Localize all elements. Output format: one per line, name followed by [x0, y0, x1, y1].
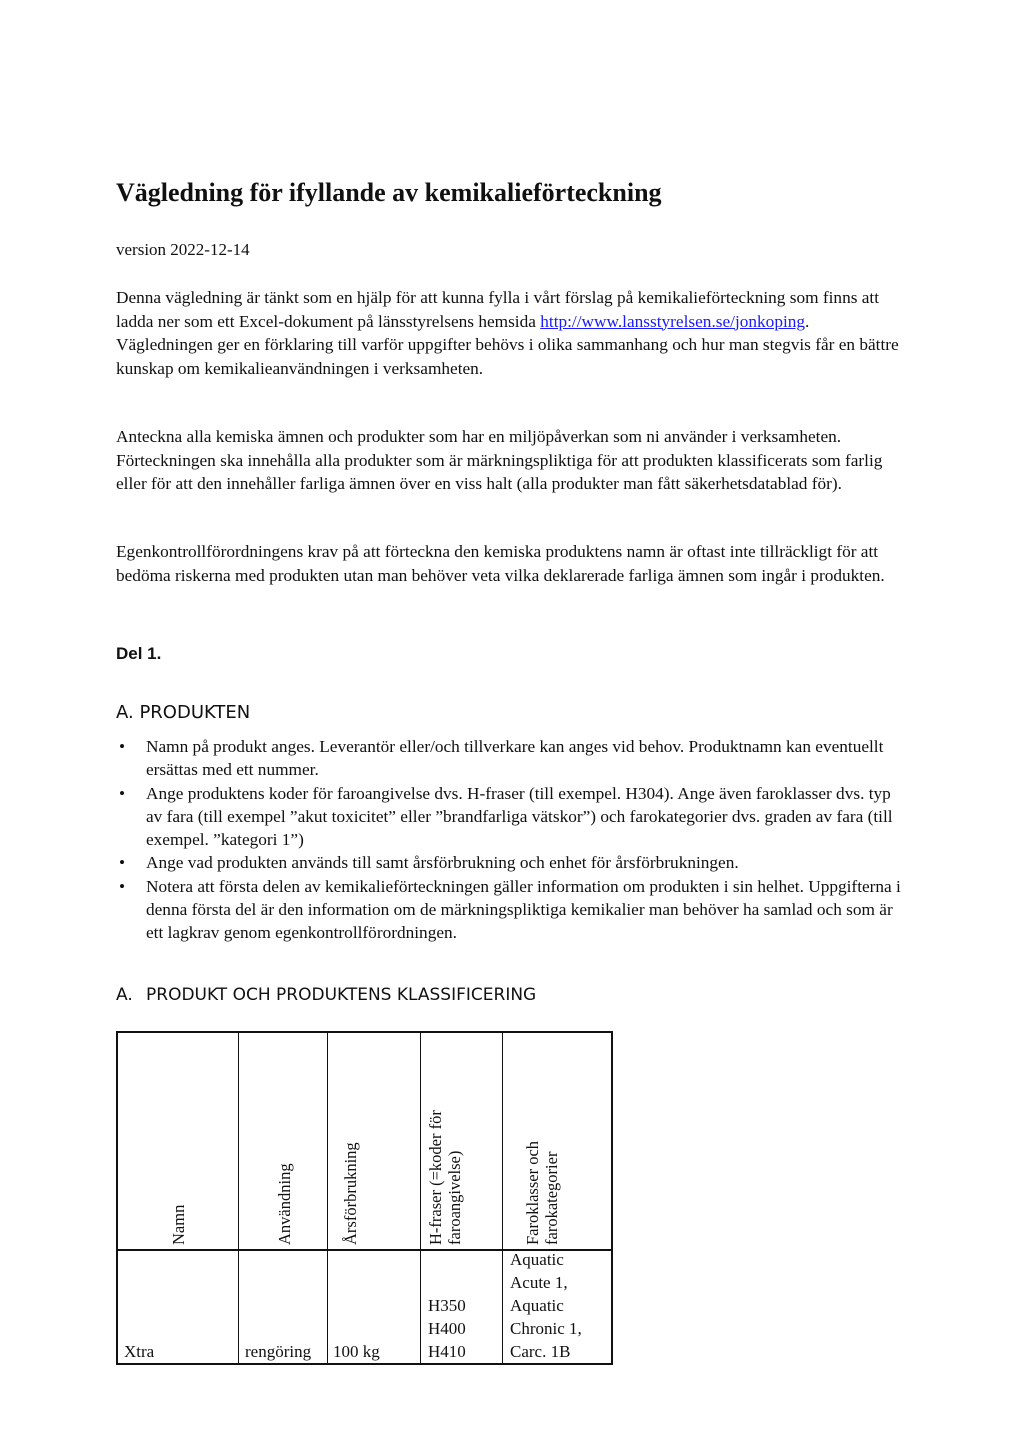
header-faroklasser — [502, 1033, 613, 1249]
header-namn-label: Namn — [169, 1204, 188, 1245]
produkten-bullet-list — [116, 735, 906, 945]
version-text: version 2022-12-14 — [116, 240, 250, 259]
cell-arsforbrukning-value: 100 kg — [333, 1342, 380, 1361]
hfras-code: H410 — [428, 1342, 466, 1361]
section-title: PRODUKT OCH PRODUKTENS KLASSIFICERING — [146, 985, 537, 1005]
section-produkten-heading: A. PRODUKTEN — [116, 702, 251, 723]
cell-namn — [118, 1251, 238, 1365]
header-arsforbrukning — [327, 1033, 420, 1249]
cell-arsforbrukning — [327, 1251, 420, 1365]
header-hfraser-line2: faroangivelse) — [445, 1150, 464, 1245]
header-faroklasser-line1: Faroklasser och — [523, 1140, 542, 1245]
list-item-text: Namn på produkt anges. Leverantör eller/och tillverkare kan anges vid behov. Produktnamn kan eventuellt ersättas med ett nummer. — [146, 737, 884, 780]
bullet-icon: • — [118, 737, 126, 756]
hfras-code: H350 — [428, 1296, 466, 1315]
bullet-icon: • — [118, 876, 126, 896]
lansstyrelsen-link[interactable]: http://www.lansstyrelsen.se/jonkoping — [540, 311, 806, 331]
header-hfraser-line1: H-fraser (=koder för — [426, 1110, 445, 1245]
faroklass-line: Acute 1, — [510, 1273, 568, 1292]
bullet-icon: • — [118, 853, 126, 873]
faroklass-line: Aquatic — [510, 1296, 564, 1315]
cell-hfraser — [420, 1251, 502, 1365]
paragraph-anteckna: Anteckna alla kemiska ämnen och produkter som har en miljöpåverkan som ni använder i verksamheten. Förteckningen ska innehålla alla produkter som är märkningspliktiga för att produkten klassificerats som farlig eller för att den innehåller farliga ämnen över en viss halt (alla produkter man fått säkerhetsdatablad för). — [116, 427, 883, 493]
list-item-text: Ange vad produkten används till samt årsförbrukning och enhet för årsförbrukningen. — [146, 853, 739, 873]
header-arsforbrukning-label: Årsförbrukning — [341, 1142, 360, 1245]
faroklass-line: Chronic 1, — [510, 1319, 582, 1338]
intro-paragraph — [116, 286, 906, 380]
list-item — [116, 851, 906, 874]
header-anvandning — [238, 1033, 327, 1249]
cell-faroklasser-list — [510, 1248, 582, 1363]
product-classification-table — [116, 1031, 613, 1365]
bullet-icon: • — [118, 783, 126, 803]
section-klassificering-heading — [116, 985, 536, 1005]
intro-text-before-link: Denna vägledning är tänkt som en hjälp för att kunna fylla i vårt förslag på kemikalieförteckning som finns att ladda ner som ett Excel-dokument på länsstyrelsens hemsida — [116, 288, 880, 331]
del-1-heading: Del 1. — [116, 644, 162, 663]
cell-hfraser-list — [428, 1294, 466, 1363]
list-item-text: Notera att första delen av kemikalieförteckningen gäller information om produkten i sin helhet. Uppgifterna i denna första del är den information om de märkningspliktiga kemikalier man behöver ha samlad och som är ett lagkrav genom egenkontrollförordningen. — [146, 876, 901, 943]
paragraph-egenkontroll: Egenkontrollförordningens krav på att förteckna den kemiska produktens namn är oftast inte tillräckligt för att bedöma riskerna med produkten utan man behöver veta vilka deklarerade farliga ämnen som ingår i produkten. — [116, 542, 885, 585]
section-number: A. — [116, 985, 133, 1005]
list-item — [116, 735, 906, 782]
hfras-code: H400 — [428, 1319, 466, 1338]
intro-text-after-link: . Vägledningen ger en förklaring till varför uppgifter behövs i olika sammanhang och hur man stegvis får en bättre kunskap om kemikalieanvändningen i verksamheten. — [116, 311, 899, 378]
cell-anvandning — [238, 1251, 327, 1365]
header-faroklasser-line2: farokategorier — [542, 1151, 561, 1245]
document-title: Vägledning för ifyllande av kemikalieförteckning — [116, 178, 662, 207]
header-anvandning-label: Användning — [275, 1163, 294, 1245]
list-item-text: Ange produktens koder för faroangivelse dvs. H-fraser (till exempel. H304). Ange även faroklasser dvs. typ av fara (till exempel ”akut toxicitet” eller ”brandfarliga vätskor”) och farokategorier dvs. graden av fara (till exempel. ”kategori 1”) — [146, 783, 893, 850]
list-item — [116, 875, 906, 945]
faroklass-line: Carc. 1B — [510, 1342, 571, 1361]
header-namn — [118, 1033, 238, 1249]
cell-namn-value: Xtra — [124, 1342, 155, 1361]
cell-anvandning-value: rengöring — [245, 1342, 312, 1361]
header-hfraser — [420, 1033, 502, 1249]
list-item — [116, 782, 906, 852]
faroklass-line: Aquatic — [510, 1250, 564, 1269]
cell-faroklasser — [502, 1251, 613, 1365]
